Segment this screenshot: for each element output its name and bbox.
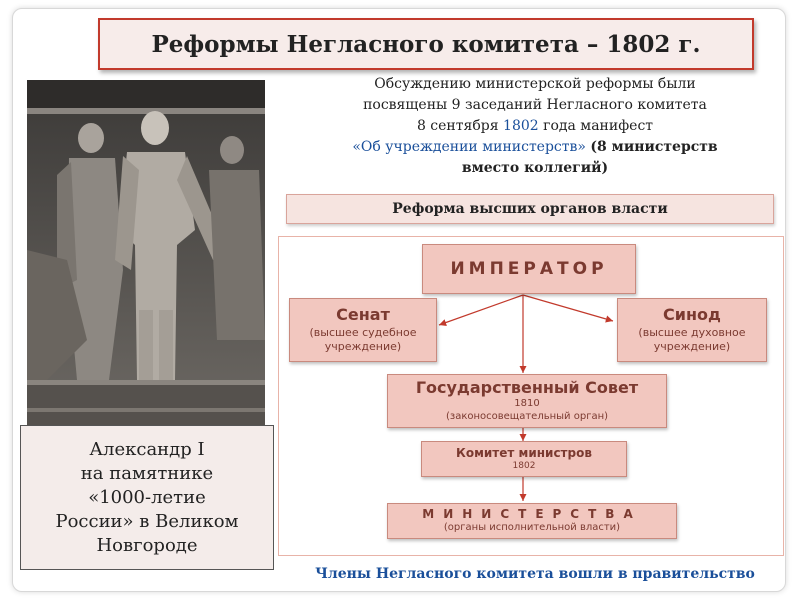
caption-line: России» в Великом bbox=[55, 510, 239, 532]
arrow-emperor-synod bbox=[523, 295, 613, 321]
photo-caption bbox=[20, 425, 274, 570]
info-line: 8 сентября 1802 года манифест bbox=[416, 118, 654, 134]
state-council-box: Государственный Совет 1810 (законосовещательный орган) bbox=[387, 374, 667, 428]
monument-relief-image bbox=[27, 80, 265, 425]
info-line: «Об учреждении министерств» (8 министерств bbox=[352, 139, 718, 155]
manifesto-title: «Об учреждении министерств» bbox=[352, 139, 586, 155]
info-line: Обсуждению министерской реформы были bbox=[374, 76, 696, 92]
committee-of-ministers-box: Комитет министров 1802 bbox=[421, 441, 627, 477]
caption-line: «1000-летие bbox=[88, 486, 206, 508]
footer-note: Члены Негласного комитета вошли в правительство bbox=[315, 566, 755, 582]
caption-line: на памятнике bbox=[80, 462, 214, 484]
section-heading: Реформа высших органов власти bbox=[286, 194, 774, 224]
reform-info-text bbox=[300, 74, 770, 179]
arrow-emperor-senate bbox=[439, 295, 523, 325]
year-highlight: 1802 bbox=[503, 118, 539, 134]
info-line: посвящены 9 заседаний Негласного комитета bbox=[363, 97, 707, 113]
synod-box: Синод (высшее духовное учреждение) bbox=[617, 298, 767, 362]
emperor-box: ИМПЕРАТОР bbox=[422, 244, 636, 294]
power-structure-diagram bbox=[278, 236, 784, 556]
caption-line: Александр I bbox=[89, 438, 205, 460]
monument-photo bbox=[27, 80, 265, 425]
info-line: вместо коллегий) bbox=[461, 160, 609, 176]
caption-line: Новгороде bbox=[96, 534, 198, 556]
ministries-box: МИНИСТЕРСТВА (органы исполнительной власти) bbox=[387, 503, 677, 539]
slide-title: Реформы Негласного комитета – 1802 г. bbox=[98, 18, 754, 70]
senate-box: Сенат (высшее судебное учреждение) bbox=[289, 298, 437, 362]
